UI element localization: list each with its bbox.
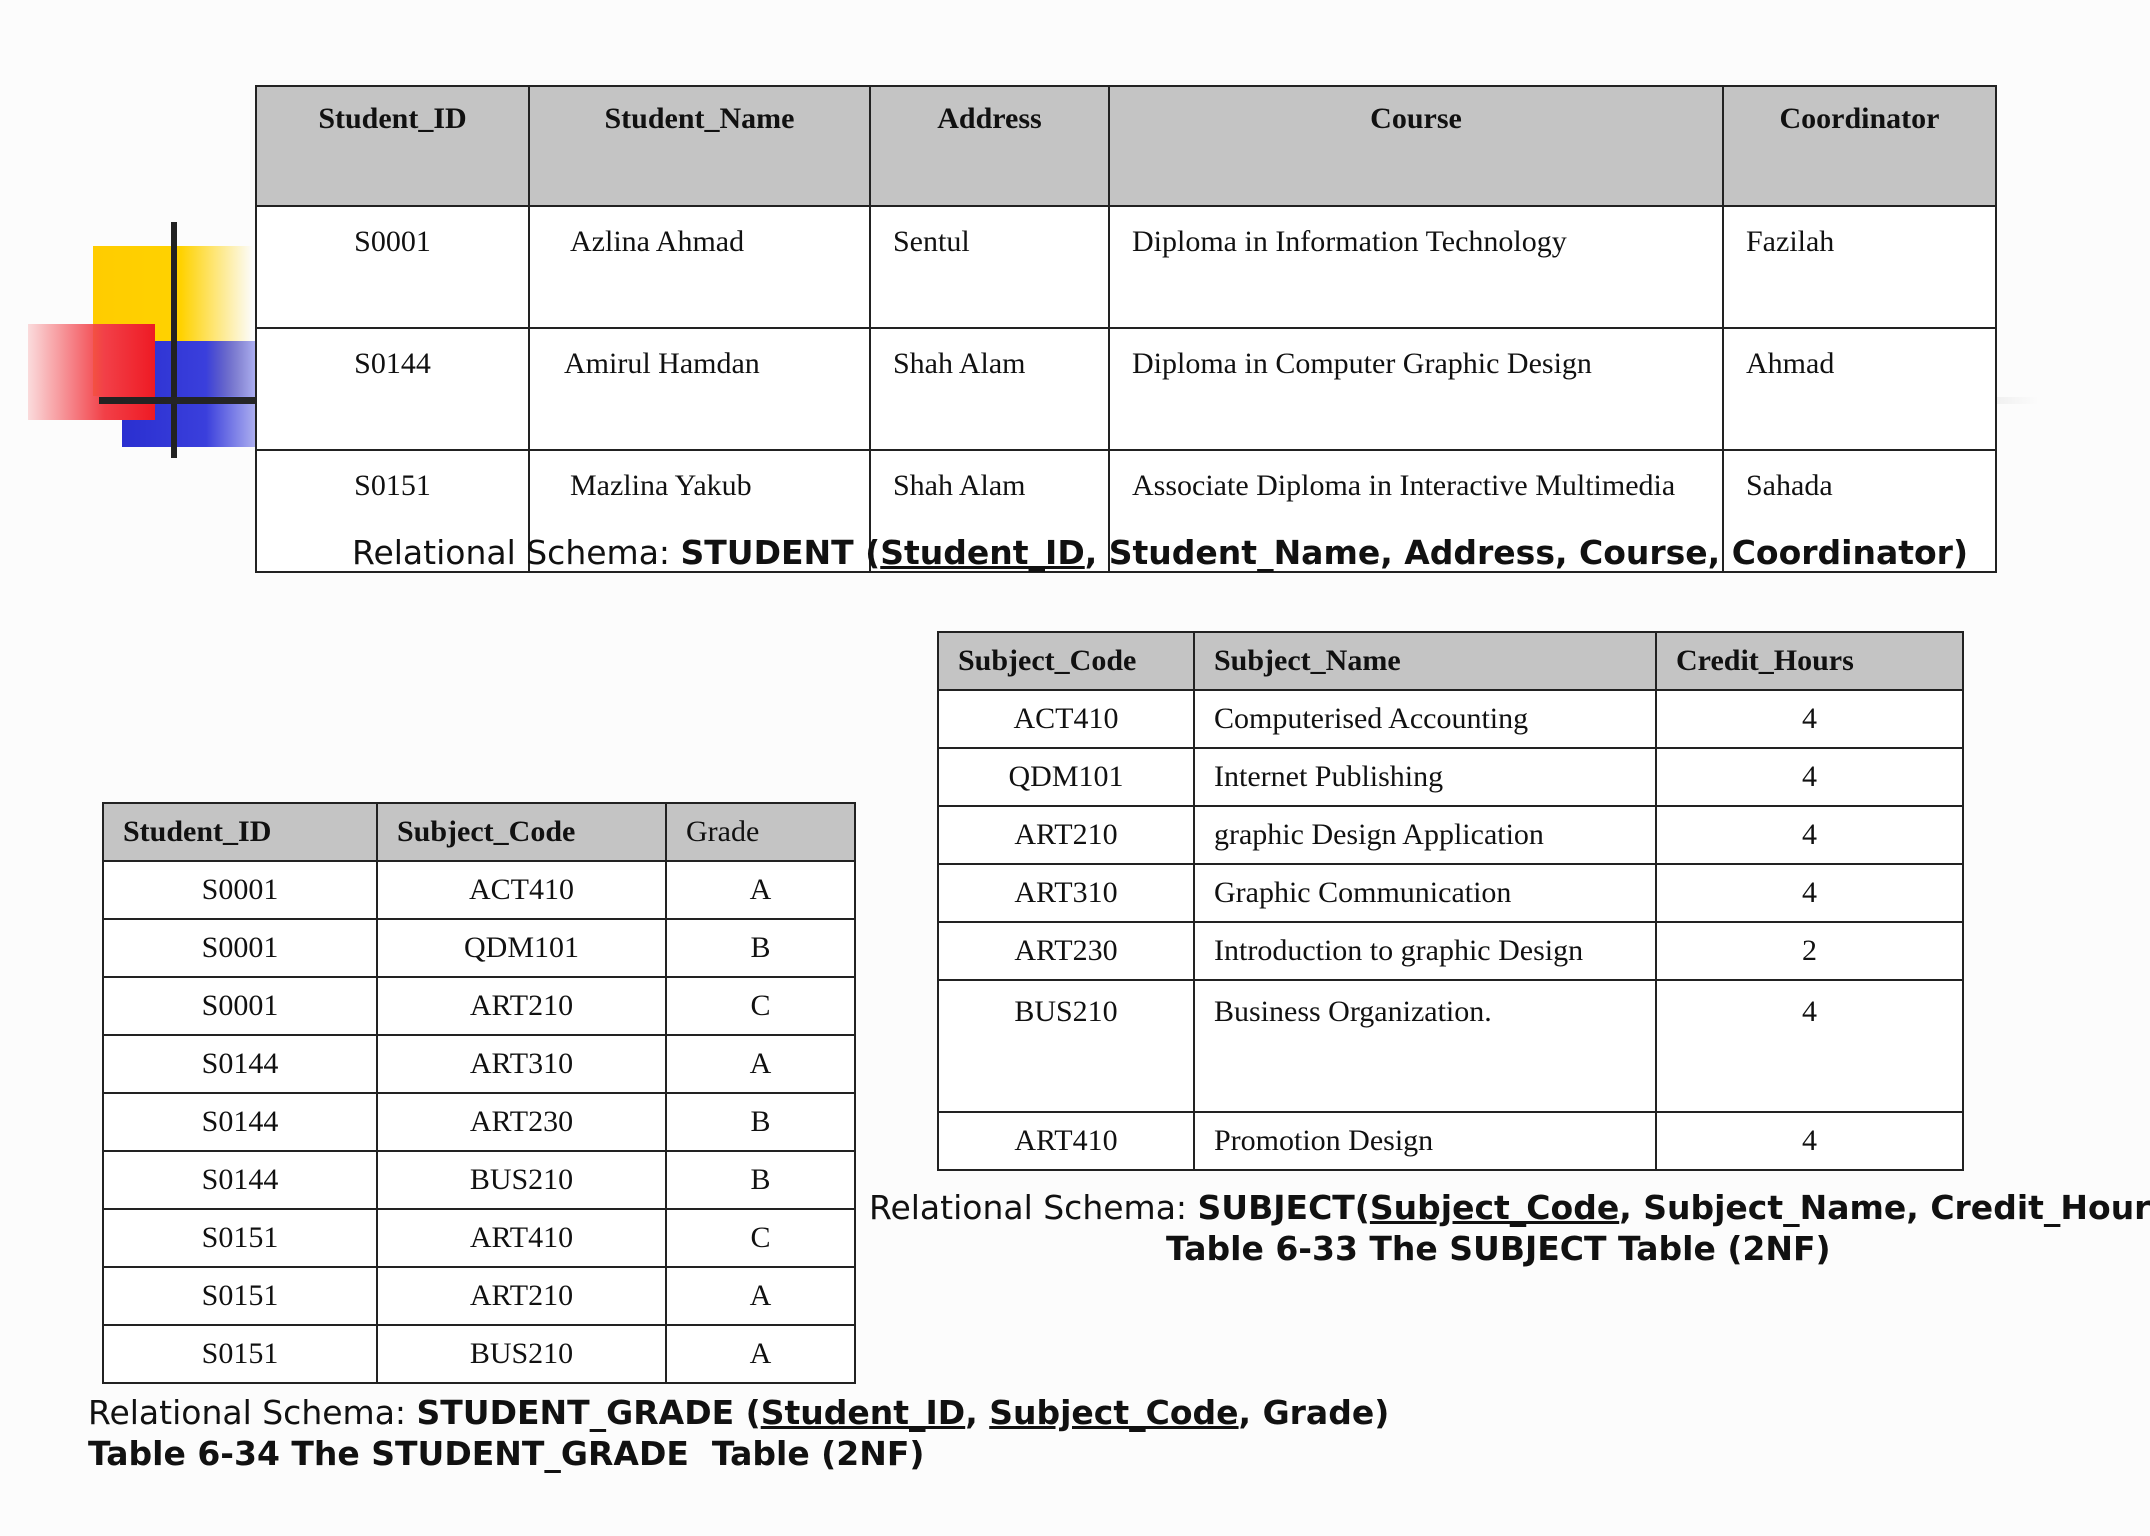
subject-name-cell: Computerised Accounting	[1194, 690, 1656, 748]
student-id-cell: S0001	[103, 977, 377, 1035]
column-header: Student_Name	[529, 86, 870, 206]
table-row	[103, 861, 855, 919]
table-row	[103, 1093, 855, 1151]
table-header-row	[103, 803, 855, 861]
address-cell: Sentul	[870, 206, 1109, 328]
table-row	[103, 1267, 855, 1325]
grade-cell: A	[666, 861, 855, 919]
subject-code-cell: ART410	[938, 1112, 1194, 1170]
table-row	[103, 977, 855, 1035]
table-header-row	[938, 632, 1963, 690]
schema-prefix: Relational Schema:	[869, 1188, 1198, 1227]
subject-code-cell: ART210	[938, 806, 1194, 864]
column-header: Subject_Code	[377, 803, 666, 861]
subject-code-cell: ART310	[377, 1035, 666, 1093]
table-row	[938, 748, 1963, 806]
course-cell: Associate Diploma in Interactive Multimedia	[1109, 450, 1723, 572]
student-grade-schema	[88, 1393, 1389, 1432]
subject-name-cell: Graphic Communication	[1194, 864, 1656, 922]
grade-cell: C	[666, 1209, 855, 1267]
subject-code-cell: ART230	[377, 1093, 666, 1151]
table-header-row	[256, 86, 1996, 206]
column-header: Subject_Code	[938, 632, 1194, 690]
red-square	[28, 324, 155, 420]
student-id-cell: S0144	[103, 1151, 377, 1209]
student-schema	[352, 533, 1968, 572]
subject-name-cell: Promotion Design	[1194, 1112, 1656, 1170]
subject-table	[937, 631, 1964, 1171]
table-row	[103, 1151, 855, 1209]
student-name-cell: Mazlina Yakub	[529, 450, 870, 572]
subject-code-cell: ART210	[377, 977, 666, 1035]
grade-cell: B	[666, 919, 855, 977]
coordinator-cell: Ahmad	[1723, 328, 1996, 450]
subject-code-cell: ART230	[938, 922, 1194, 980]
student-id-cell: S0001	[103, 919, 377, 977]
column-header: Subject_Name	[1194, 632, 1656, 690]
student-id-cell: S0001	[103, 861, 377, 919]
schema-attributes: , Subject_Name, Credit_Hour	[1619, 1188, 2150, 1227]
table-row	[103, 1325, 855, 1383]
credit-hours-cell: 2	[1656, 922, 1963, 980]
schema-prefix: Relational Schema:	[352, 533, 681, 572]
subject-code-cell: ART410	[377, 1209, 666, 1267]
student-id-cell: S0144	[103, 1093, 377, 1151]
schema-attributes: , Student_Name, Address, Course, Coordinator)	[1084, 533, 1969, 572]
column-header: Credit_Hours	[1656, 632, 1963, 690]
address-cell: Shah Alam	[870, 450, 1109, 572]
student-table	[255, 85, 1997, 573]
grade-cell: A	[666, 1267, 855, 1325]
subject-code-cell: ART210	[377, 1267, 666, 1325]
grade-cell: B	[666, 1151, 855, 1209]
table-row	[938, 690, 1963, 748]
credit-hours-cell: 4	[1656, 690, 1963, 748]
subject-code-cell: BUS210	[938, 980, 1194, 1112]
table-row	[938, 980, 1963, 1112]
course-cell: Diploma in Computer Graphic Design	[1109, 328, 1723, 450]
credit-hours-cell: 4	[1656, 1112, 1963, 1170]
student-grade-table	[102, 802, 856, 1384]
schema-primary-key: Subject_Code	[989, 1393, 1239, 1432]
subject-name-cell: Introduction to graphic Design	[1194, 922, 1656, 980]
column-header: Course	[1109, 86, 1723, 206]
column-header: Student_ID	[256, 86, 529, 206]
table-row	[103, 1035, 855, 1093]
schema-primary-key: Student_ID	[760, 1393, 966, 1432]
student-grade-table-caption: Table 6-34 The STUDENT_GRADE Table (2NF)	[88, 1434, 925, 1473]
student-name-cell: Amirul Hamdan	[529, 328, 870, 450]
student-id-cell: S0001	[256, 206, 529, 328]
schema-primary-key: Subject_Code	[1369, 1188, 1620, 1227]
schema-separator: ,	[965, 1393, 990, 1432]
grade-cell: B	[666, 1093, 855, 1151]
course-cell: Diploma in Information Technology	[1109, 206, 1723, 328]
column-header: Grade	[666, 803, 855, 861]
subject-code-cell: QDM101	[377, 919, 666, 977]
subject-code-cell: BUS210	[377, 1151, 666, 1209]
schema-attributes: , Grade)	[1238, 1393, 1390, 1432]
schema-table-name: SUBJECT(	[1197, 1188, 1370, 1227]
table-row	[256, 206, 1996, 328]
student-id-cell: S0151	[103, 1209, 377, 1267]
schema-table-name: STUDENT (	[680, 533, 881, 572]
credit-hours-cell: 4	[1656, 980, 1963, 1112]
schema-primary-key: Student_ID	[880, 533, 1085, 572]
student-id-cell: S0151	[256, 450, 529, 572]
table-row	[938, 922, 1963, 980]
student-id-cell: S0151	[103, 1325, 377, 1383]
grade-cell: A	[666, 1325, 855, 1383]
table-row	[103, 919, 855, 977]
table-row	[938, 1112, 1963, 1170]
column-header: Student_ID	[103, 803, 377, 861]
subject-code-cell: ART310	[938, 864, 1194, 922]
vertical-rule	[171, 222, 177, 458]
subject-table-caption: Table 6-33 The SUBJECT Table (2NF)	[1166, 1229, 1831, 1268]
column-header: Coordinator	[1723, 86, 1996, 206]
subject-code-cell: ACT410	[377, 861, 666, 919]
table-row	[938, 806, 1963, 864]
coordinator-cell: Fazilah	[1723, 206, 1996, 328]
coordinator-cell: Sahada	[1723, 450, 1996, 572]
student-id-cell: S0144	[103, 1035, 377, 1093]
schema-prefix: Relational Schema:	[88, 1393, 417, 1432]
table-row	[103, 1209, 855, 1267]
schema-table-name: STUDENT_GRADE (	[416, 1393, 761, 1432]
address-cell: Shah Alam	[870, 328, 1109, 450]
student-id-cell: S0144	[256, 328, 529, 450]
student-name-cell: Azlina Ahmad	[529, 206, 870, 328]
column-header: Address	[870, 86, 1109, 206]
subject-code-cell: BUS210	[377, 1325, 666, 1383]
subject-name-cell: Business Organization.	[1194, 980, 1656, 1112]
subject-name-cell: graphic Design Application	[1194, 806, 1656, 864]
credit-hours-cell: 4	[1656, 806, 1963, 864]
table-row	[938, 864, 1963, 922]
table-row	[256, 328, 1996, 450]
subject-name-cell: Internet Publishing	[1194, 748, 1656, 806]
subject-code-cell: ACT410	[938, 690, 1194, 748]
subject-code-cell: QDM101	[938, 748, 1194, 806]
student-id-cell: S0151	[103, 1267, 377, 1325]
credit-hours-cell: 4	[1656, 864, 1963, 922]
grade-cell: C	[666, 977, 855, 1035]
subject-schema	[869, 1188, 2150, 1227]
credit-hours-cell: 4	[1656, 748, 1963, 806]
grade-cell: A	[666, 1035, 855, 1093]
